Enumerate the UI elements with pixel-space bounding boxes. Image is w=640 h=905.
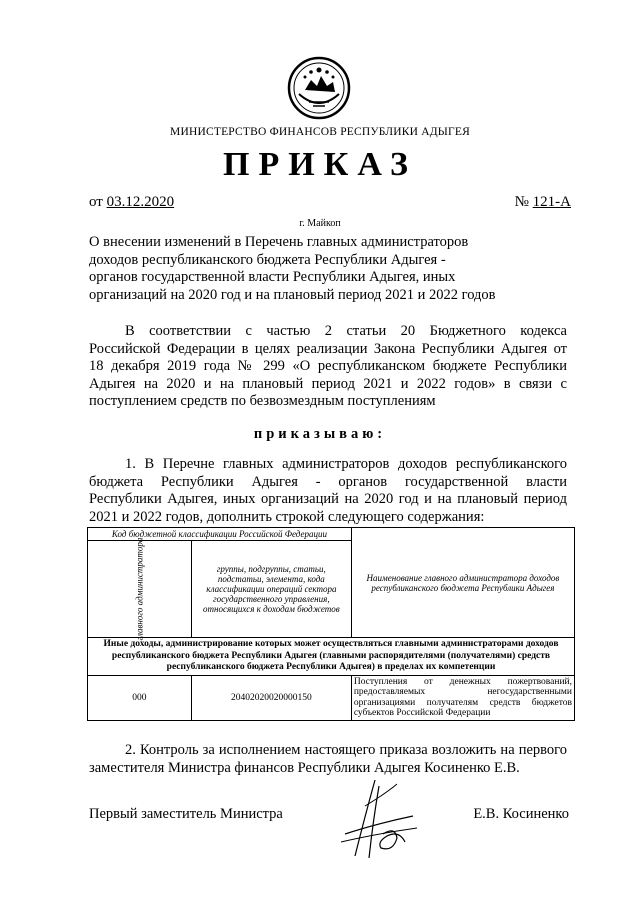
preamble-line: 18 декабря 2019 года № 299 «О республиканском бюджете Республики (89, 358, 567, 374)
item-1-line: 1. В Перечне главных администраторов доходов республиканского (125, 456, 567, 472)
handwritten-signature (335, 776, 420, 866)
header-code: Код бюджетной классификации Российской Федерации (88, 528, 352, 541)
signer-position: Первый заместитель Министра (89, 806, 283, 822)
item-2-line: заместителя Министра финансов Республики Адыгея Косиненко Е.В. (89, 759, 520, 776)
section-row: Иные доходы, администрирование которых может осуществляться главными администраторами доходов республиканского бюджета Республики Адыгея (главными распорядителями (получателями) средств республиканского бюджета Республики Адыгея) в пределах их компетенции (88, 638, 575, 676)
order-word: приказываю: (253, 426, 387, 442)
income-name-cell: Поступления от денежных пожертвований, предоставляемых негосударственными организациями получателям средств бюджетов субъектов Российской Федерации (351, 675, 574, 720)
budget-classification-table (87, 527, 575, 721)
preamble (89, 323, 567, 411)
order-subject (89, 234, 559, 304)
city: г. Майкоп (299, 218, 341, 229)
admin-code-cell: 000 (88, 675, 192, 720)
number-prefix: № (514, 194, 533, 210)
signer-name: Е.В. Косиненко (473, 806, 569, 822)
subject-line: органов государственной власти Республики Адыгея, иных (89, 269, 456, 285)
date-prefix: от (89, 194, 107, 210)
preamble-line: Адыгея на 2020 и на плановый период 2021 и 2022 годов» в связи с (89, 375, 567, 392)
item-1-line: бюджета Республики Адыгея - органов государственной власти (89, 473, 567, 490)
header-admin (88, 537, 192, 641)
preamble-line: В соответствии с частью 2 статьи 20 Бюджетного кодекса (125, 323, 567, 339)
item-2 (89, 742, 567, 777)
income-code-cell: 20402020020000150 (191, 675, 351, 720)
subject-line: О внесении изменений в Перечень главных администраторов (89, 234, 469, 250)
date-value: 03.12.2020 (106, 194, 175, 210)
subject-line: организаций на 2020 год и на плановый период 2021 и 2022 годов (89, 286, 496, 303)
header-groups: группы, подгруппы, статьи, подстатьи, элемента, кода классификации операций сектора государственного управления, относящихся к доходам бюджетов (191, 541, 351, 638)
number-value: 121-А (532, 194, 571, 210)
preamble-line: поступлением средств по безвозмездным поступлениям (89, 393, 436, 409)
header-admin-text: главного администратора (134, 537, 145, 641)
subject-line: доходов республиканского бюджета Республики Адыгея - (89, 251, 446, 268)
coat-of-arms-emblem (287, 56, 351, 120)
document-title: ПРИКАЗ (223, 146, 417, 183)
item-2-line: 2. Контроль за исполнением настоящего приказа возложить на первого (125, 742, 567, 758)
preamble-line: Российской Федерации в целях реализации Закона Республики Адыгея от (89, 340, 567, 357)
item-1-line: 2021 и 2022 годов, дополнить строкой следующего содержания: (89, 508, 485, 525)
order-date (89, 194, 174, 211)
ministry-name: МИНИСТЕРСТВО ФИНАНСОВ РЕСПУБЛИКИ АДЫГЕЯ (170, 126, 470, 138)
order-number (515, 194, 571, 211)
item-1 (89, 456, 567, 526)
item-1-line: Республики Адыгея, иных организаций на 2020 год и на плановый период (89, 491, 567, 507)
header-name: Наименование главного администратора доходов республиканского бюджета Республики Адыгея (351, 528, 574, 638)
